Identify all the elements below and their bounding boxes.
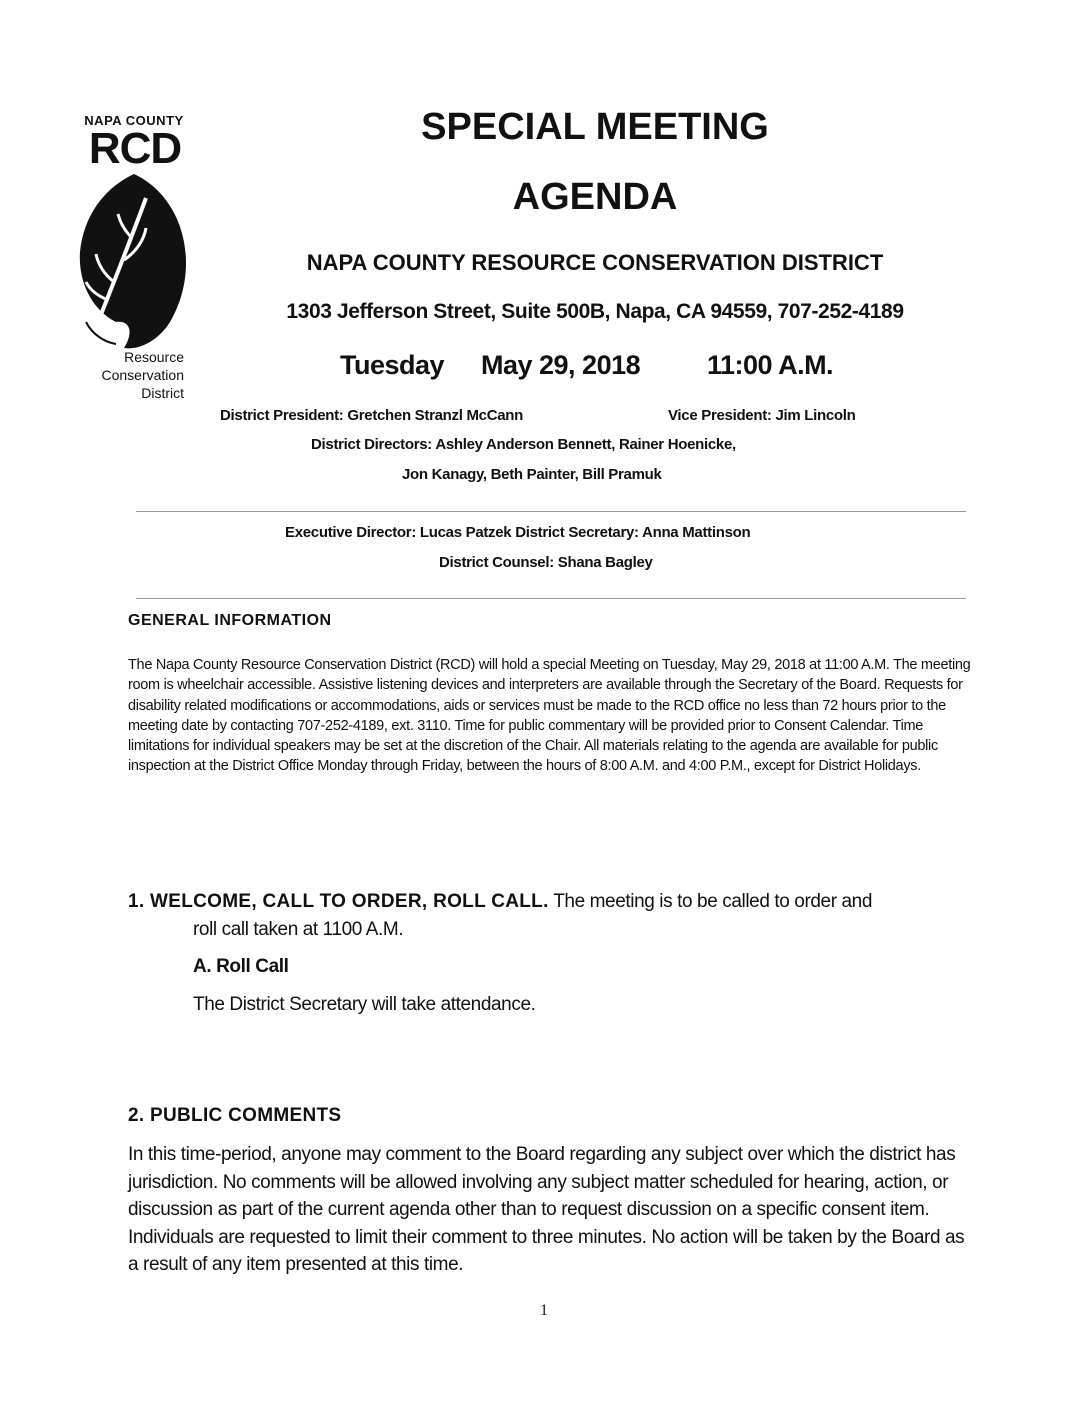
logo-abbr-text: RCD xyxy=(88,124,182,173)
vice-president: Vice President: Jim Lincoln xyxy=(668,407,856,424)
meeting-date: May 29, 2018 xyxy=(481,350,641,380)
page-number: 1 xyxy=(540,1302,548,1319)
page-title: SPECIAL MEETING xyxy=(421,106,769,148)
logo-name-line: District xyxy=(141,385,184,401)
page-subtitle: AGENDA xyxy=(512,176,678,218)
agenda-item-2-heading: 2. PUBLIC COMMENTS xyxy=(128,1105,342,1126)
logo-county-text: NAPA COUNTY xyxy=(84,113,184,128)
agenda-item-2-body: In this time-period, anyone may comment to the Board regarding any subject over which the district has jurisdiction. No comments will be allowed involving any subject matter scheduled for hearing, action, or discussion as part of the current agenda other than to request discussion on a specific consent item. Individuals are requested to limit their comment to three minutes. No action will be taken by the Board as a result of any item presented at this time. xyxy=(128,1144,965,1275)
district-directors: District Directors: Ashley Anderson Bennett, Rainer Hoenicke, xyxy=(311,436,736,453)
rcd-logo xyxy=(70,110,200,405)
logo-name xyxy=(102,348,185,402)
organization-name: NAPA COUNTY RESOURCE CONSERVATION DISTRICT xyxy=(306,250,884,275)
district-president: District President: Gretchen Stranzl McCann xyxy=(220,407,524,424)
divider xyxy=(136,598,966,599)
organization-address: 1303 Jefferson Street, Suite 500B, Napa, CA 94559, 707-252-4189 xyxy=(286,300,904,323)
meeting-day: Tuesday xyxy=(340,350,445,380)
general-info-body: The Napa County Resource Conservation District (RCD) will hold a special Meeting on Tuesday, May 29, 2018 at 11:00 A.M. The meeting room is wheelchair accessible. Assistive listening devices and interpreters are available through the Secretary of the Board. Requests for disability related modifications or accommodations, aids or services must be made to the RCD office no less than 72 hours prior to the meeting date by contacting 707-252-4189, ext. 3110. Time for public commentary will be provided prior to Consent Calendar. Time limitations for individual speakers may be set at the discretion of the Chair. All materials relating to the agenda are available for public inspection at the District Office Monday through Friday, between the hours of 8:00 A.M. and 4:00 P.M., except for District Holidays. xyxy=(128,657,971,775)
agenda-item-1 xyxy=(128,888,968,944)
agenda-item-1-heading: 1. WELCOME, CALL TO ORDER, ROLL CALL. xyxy=(128,891,549,912)
district-counsel: District Counsel: Shana Bagley xyxy=(439,554,653,571)
roll-call-heading: A. Roll Call xyxy=(193,956,289,977)
district-directors-cont: Jon Kanagy, Beth Painter, Bill Pramuk xyxy=(402,466,662,483)
leaf-icon xyxy=(74,172,196,352)
agenda-item-1-text-cont: roll call taken at 1100 A.M. xyxy=(193,919,404,940)
staff-line: Executive Director: Lucas Patzek District Secretary: Anna Mattinson xyxy=(285,524,751,541)
roll-call-text: The District Secretary will take attendance. xyxy=(193,994,536,1015)
divider xyxy=(136,511,966,512)
general-info-heading: GENERAL INFORMATION xyxy=(128,612,332,629)
logo-name-line: Conservation xyxy=(101,367,184,383)
agenda-item-1-text: The meeting is to be called to order and xyxy=(548,891,873,912)
logo-name-line: Resource xyxy=(124,349,184,365)
meeting-time: 11:00 A.M. xyxy=(707,350,834,380)
